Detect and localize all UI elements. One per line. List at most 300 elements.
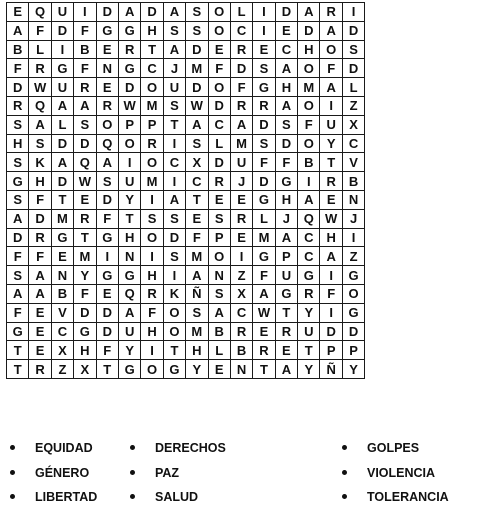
grid-cell: R <box>141 134 163 153</box>
grid-cell: G <box>96 21 118 40</box>
grid-cell: H <box>186 341 208 360</box>
grid-cell: G <box>118 21 140 40</box>
grid-cell: F <box>320 59 342 78</box>
grid-cell: U <box>320 115 342 134</box>
word-item <box>10 461 97 486</box>
grid-cell: E <box>275 341 297 360</box>
word-item <box>130 461 226 486</box>
word-label: EQUIDAD <box>35 441 93 455</box>
grid-cell: I <box>96 247 118 266</box>
grid-cell: S <box>141 209 163 228</box>
grid-cell: F <box>253 266 275 285</box>
grid-cell: F <box>74 59 96 78</box>
grid-row <box>7 134 365 153</box>
grid-cell: T <box>186 190 208 209</box>
grid-cell: G <box>7 172 29 191</box>
grid-cell: S <box>74 115 96 134</box>
grid-row <box>7 303 365 322</box>
grid-cell: O <box>141 360 163 379</box>
grid-cell: I <box>51 40 73 59</box>
grid-cell: S <box>253 134 275 153</box>
bullet-icon <box>130 494 135 499</box>
grid-cell: I <box>320 303 342 322</box>
grid-cell: S <box>208 284 230 303</box>
grid-cell: E <box>230 190 252 209</box>
word-label: PAZ <box>155 465 180 480</box>
grid-cell: C <box>141 59 163 78</box>
grid-cell: I <box>230 247 252 266</box>
grid-row <box>7 3 365 22</box>
grid-cell: Q <box>96 134 118 153</box>
grid-cell: S <box>29 134 51 153</box>
grid-cell: T <box>141 40 163 59</box>
grid-cell: A <box>51 96 73 115</box>
grid-cell: W <box>74 172 96 191</box>
grid-cell: I <box>74 3 96 22</box>
grid-cell: G <box>253 78 275 97</box>
grid-cell: S <box>163 247 185 266</box>
grid-cell: Y <box>118 190 140 209</box>
grid-cell: X <box>186 153 208 172</box>
grid-cell: C <box>298 228 320 247</box>
grid-cell: A <box>7 209 29 228</box>
grid-cell: X <box>342 115 364 134</box>
grid-cell: Z <box>230 266 252 285</box>
grid-cell: D <box>51 134 73 153</box>
grid-cell: D <box>230 59 252 78</box>
grid-cell: W <box>118 96 140 115</box>
grid-cell: A <box>298 3 320 22</box>
grid-cell: B <box>298 153 320 172</box>
word-list-column-1 <box>10 436 97 510</box>
grid-row <box>7 341 365 360</box>
grid-cell: Y <box>74 266 96 285</box>
grid-cell: S <box>342 40 364 59</box>
grid-cell: O <box>96 115 118 134</box>
grid-cell: A <box>96 153 118 172</box>
grid-cell: G <box>51 59 73 78</box>
grid-cell: O <box>320 40 342 59</box>
grid-cell: Q <box>118 284 140 303</box>
grid-cell: F <box>7 247 29 266</box>
grid-cell: Y <box>342 360 364 379</box>
grid-cell: O <box>118 134 140 153</box>
grid-cell: G <box>118 266 140 285</box>
grid-cell: T <box>118 209 140 228</box>
grid-cell: A <box>118 303 140 322</box>
grid-cell: E <box>208 360 230 379</box>
grid-cell: M <box>51 209 73 228</box>
grid-cell: O <box>342 284 364 303</box>
grid-cell: H <box>298 40 320 59</box>
grid-cell: A <box>186 266 208 285</box>
grid-cell: B <box>208 322 230 341</box>
grid-cell: N <box>230 360 252 379</box>
grid-cell: S <box>7 266 29 285</box>
grid-cell: H <box>320 228 342 247</box>
grid-cell: O <box>208 3 230 22</box>
grid-cell: T <box>275 303 297 322</box>
grid-cell: I <box>298 172 320 191</box>
grid-cell: D <box>163 228 185 247</box>
grid-cell: S <box>208 209 230 228</box>
grid-cell: H <box>141 266 163 285</box>
grid-cell: V <box>51 303 73 322</box>
grid-row <box>7 153 365 172</box>
word-label: LIBERTAD <box>35 490 98 504</box>
grid-cell: R <box>230 40 252 59</box>
grid-cell: H <box>118 228 140 247</box>
grid-cell: M <box>186 322 208 341</box>
grid-cell: E <box>96 284 118 303</box>
grid-row <box>7 21 365 40</box>
grid-cell: N <box>51 266 73 285</box>
grid-cell: I <box>141 341 163 360</box>
grid-cell: U <box>118 172 140 191</box>
grid-cell: K <box>163 284 185 303</box>
grid-row <box>7 284 365 303</box>
grid-cell: K <box>29 153 51 172</box>
grid-cell: R <box>230 209 252 228</box>
word-label: VIOLENCIA <box>367 465 436 480</box>
grid-cell: Z <box>342 96 364 115</box>
grid-cell: J <box>230 172 252 191</box>
grid-cell: T <box>74 228 96 247</box>
bullet-icon <box>130 445 135 450</box>
grid-cell: Z <box>342 247 364 266</box>
word-label: SALUD <box>155 490 199 504</box>
grid-cell: I <box>163 266 185 285</box>
grid-cell: P <box>275 247 297 266</box>
grid-cell: E <box>320 190 342 209</box>
grid-cell: W <box>320 209 342 228</box>
grid-cell: I <box>163 172 185 191</box>
grid-cell: R <box>230 96 252 115</box>
grid-cell: D <box>298 21 320 40</box>
grid-cell: S <box>186 134 208 153</box>
grid-cell: D <box>118 78 140 97</box>
grid-cell: G <box>342 266 364 285</box>
grid-cell: A <box>163 40 185 59</box>
grid-cell: R <box>298 284 320 303</box>
grid-cell: A <box>163 190 185 209</box>
grid-cell: T <box>163 115 185 134</box>
bullet-icon <box>130 470 135 475</box>
grid-cell: F <box>29 21 51 40</box>
grid-cell: T <box>320 153 342 172</box>
grid-cell: A <box>275 59 297 78</box>
grid-cell: R <box>253 96 275 115</box>
grid-cell: U <box>230 153 252 172</box>
grid-cell: R <box>29 228 51 247</box>
grid-cell: E <box>29 341 51 360</box>
grid-cell: B <box>230 341 252 360</box>
grid-cell: Y <box>186 360 208 379</box>
grid-cell: F <box>7 59 29 78</box>
grid-cell: I <box>342 3 364 22</box>
grid-cell: R <box>74 209 96 228</box>
grid-cell: G <box>118 360 140 379</box>
grid-cell: F <box>74 284 96 303</box>
grid-cell: T <box>7 341 29 360</box>
word-list-column-3 <box>342 436 449 510</box>
word-item <box>130 436 226 461</box>
grid-cell: R <box>7 96 29 115</box>
grid-cell: R <box>74 78 96 97</box>
grid-cell: S <box>7 190 29 209</box>
grid-cell: G <box>275 284 297 303</box>
grid-cell: C <box>230 21 252 40</box>
grid-cell: E <box>74 190 96 209</box>
grid-cell: E <box>96 40 118 59</box>
grid-cell: L <box>208 341 230 360</box>
grid-cell: D <box>320 322 342 341</box>
grid-cell: J <box>163 59 185 78</box>
grid-cell: D <box>253 115 275 134</box>
grid-cell: S <box>186 303 208 322</box>
bullet-icon <box>342 445 347 450</box>
grid-cell: J <box>342 209 364 228</box>
grid-cell: S <box>7 115 29 134</box>
grid-row <box>7 40 365 59</box>
grid-cell: B <box>74 40 96 59</box>
word-item <box>342 436 449 461</box>
grid-cell: D <box>96 303 118 322</box>
grid-cell: A <box>186 115 208 134</box>
grid-cell: Q <box>74 153 96 172</box>
grid-cell: A <box>320 78 342 97</box>
grid-cell: D <box>96 190 118 209</box>
bullet-icon <box>10 470 15 475</box>
grid-cell: A <box>29 115 51 134</box>
grid-cell: E <box>29 303 51 322</box>
grid-cell: I <box>118 153 140 172</box>
word-label: GÉNERO <box>35 465 90 480</box>
grid-cell: A <box>275 228 297 247</box>
grid-cell: M <box>298 78 320 97</box>
grid-cell: A <box>298 190 320 209</box>
grid-cell: D <box>342 59 364 78</box>
grid-cell: M <box>253 228 275 247</box>
grid-cell: C <box>342 134 364 153</box>
grid-cell: U <box>298 322 320 341</box>
grid-cell: P <box>208 228 230 247</box>
grid-cell: G <box>74 322 96 341</box>
grid-cell: D <box>96 322 118 341</box>
grid-cell: I <box>141 190 163 209</box>
word-list-column-2 <box>130 436 226 510</box>
grid-cell: M <box>230 134 252 153</box>
grid-cell: F <box>7 303 29 322</box>
grid-cell: L <box>51 115 73 134</box>
grid-cell: S <box>7 153 29 172</box>
grid-cell: D <box>74 134 96 153</box>
grid-cell: T <box>51 190 73 209</box>
grid-cell: C <box>208 115 230 134</box>
word-item <box>10 436 97 461</box>
grid-cell: O <box>141 153 163 172</box>
grid-cell: Y <box>298 360 320 379</box>
grid-cell: Q <box>298 209 320 228</box>
grid-cell: I <box>320 96 342 115</box>
grid-cell: A <box>51 153 73 172</box>
grid-row <box>7 322 365 341</box>
grid-cell: F <box>186 228 208 247</box>
grid-cell: D <box>275 3 297 22</box>
grid-cell: D <box>29 209 51 228</box>
grid-cell: G <box>253 190 275 209</box>
grid-cell: G <box>96 228 118 247</box>
grid-cell: I <box>320 266 342 285</box>
grid-cell: U <box>51 78 73 97</box>
grid-cell: O <box>208 247 230 266</box>
grid-cell: E <box>7 3 29 22</box>
grid-cell: G <box>342 303 364 322</box>
grid-cell: M <box>74 247 96 266</box>
grid-cell: D <box>253 172 275 191</box>
grid-cell: D <box>208 96 230 115</box>
grid-cell: C <box>230 303 252 322</box>
grid-cell: D <box>51 21 73 40</box>
grid-cell: I <box>253 3 275 22</box>
grid-cell: Y <box>118 341 140 360</box>
grid-cell: O <box>141 228 163 247</box>
grid-cell: S <box>163 21 185 40</box>
grid-cell: O <box>163 322 185 341</box>
grid-cell: S <box>96 172 118 191</box>
grid-cell: X <box>230 284 252 303</box>
grid-cell: P <box>118 115 140 134</box>
grid-cell: F <box>96 209 118 228</box>
grid-cell: G <box>51 228 73 247</box>
grid-cell: O <box>208 78 230 97</box>
word-item <box>10 485 97 510</box>
grid-cell: D <box>96 3 118 22</box>
grid-cell: F <box>29 247 51 266</box>
grid-cell: O <box>208 21 230 40</box>
grid-cell: W <box>253 303 275 322</box>
grid-cell: U <box>163 78 185 97</box>
grid-cell: L <box>253 209 275 228</box>
grid-cell: F <box>208 59 230 78</box>
grid-row <box>7 78 365 97</box>
grid-cell: B <box>51 284 73 303</box>
grid-cell: J <box>275 209 297 228</box>
grid-cell: R <box>320 172 342 191</box>
grid-cell: T <box>298 341 320 360</box>
grid-cell: L <box>208 134 230 153</box>
grid-cell: B <box>7 40 29 59</box>
grid-cell: M <box>186 247 208 266</box>
grid-cell: P <box>141 115 163 134</box>
grid-cell: T <box>7 360 29 379</box>
grid-cell: L <box>230 3 252 22</box>
grid-cell: X <box>51 341 73 360</box>
grid-cell: H <box>74 341 96 360</box>
word-item <box>342 461 449 486</box>
grid-cell: N <box>118 247 140 266</box>
grid-cell: E <box>275 21 297 40</box>
word-search-grid <box>6 2 365 379</box>
grid-cell: U <box>275 266 297 285</box>
grid-cell: H <box>275 78 297 97</box>
grid-cell: G <box>96 266 118 285</box>
grid-cell: S <box>163 209 185 228</box>
grid-cell: F <box>74 21 96 40</box>
grid-cell: A <box>29 284 51 303</box>
grid-cell: Ñ <box>186 284 208 303</box>
grid-cell: O <box>298 96 320 115</box>
grid-cell: L <box>342 78 364 97</box>
grid-cell: F <box>320 284 342 303</box>
word-label: DERECHOS <box>155 441 226 455</box>
grid-cell: R <box>275 322 297 341</box>
grid-cell: E <box>51 247 73 266</box>
grid-row <box>7 59 365 78</box>
grid-cell: E <box>208 190 230 209</box>
grid-cell: D <box>7 228 29 247</box>
grid-cell: X <box>74 360 96 379</box>
grid-cell: C <box>51 322 73 341</box>
grid-cell: H <box>141 322 163 341</box>
grid-row <box>7 190 365 209</box>
grid-cell: A <box>275 96 297 115</box>
grid-cell: R <box>118 40 140 59</box>
bullet-icon <box>10 494 15 499</box>
grid-cell: R <box>208 172 230 191</box>
grid-cell: F <box>253 153 275 172</box>
grid-cell: D <box>186 40 208 59</box>
grid-cell: N <box>208 266 230 285</box>
grid-cell: V <box>342 153 364 172</box>
grid-cell: C <box>298 247 320 266</box>
grid-cell: E <box>29 322 51 341</box>
grid-cell: C <box>275 40 297 59</box>
grid-cell: O <box>163 303 185 322</box>
grid-cell: A <box>230 115 252 134</box>
grid-cell: M <box>186 59 208 78</box>
grid-cell: G <box>253 247 275 266</box>
grid-cell: O <box>298 134 320 153</box>
grid-cell: Z <box>51 360 73 379</box>
grid-cell: S <box>186 3 208 22</box>
grid-cell: S <box>253 59 275 78</box>
grid-row <box>7 360 365 379</box>
grid-row <box>7 172 365 191</box>
grid-cell: H <box>141 21 163 40</box>
grid-cell: D <box>275 134 297 153</box>
grid-cell: S <box>186 21 208 40</box>
grid-cell: N <box>96 59 118 78</box>
grid-cell: F <box>96 341 118 360</box>
grid-cell: D <box>186 78 208 97</box>
grid-cell: I <box>253 21 275 40</box>
grid-cell: O <box>141 78 163 97</box>
grid-cell: D <box>342 21 364 40</box>
grid-cell: N <box>342 190 364 209</box>
grid-cell: G <box>7 322 29 341</box>
grid-cell: Y <box>298 303 320 322</box>
grid-cell: G <box>118 59 140 78</box>
grid-cell: T <box>96 360 118 379</box>
grid-cell: R <box>230 322 252 341</box>
grid-cell: A <box>275 360 297 379</box>
grid-cell: D <box>51 172 73 191</box>
grid-cell: E <box>96 78 118 97</box>
grid-cell: A <box>74 96 96 115</box>
grid-cell: U <box>118 322 140 341</box>
grid-cell: A <box>29 266 51 285</box>
